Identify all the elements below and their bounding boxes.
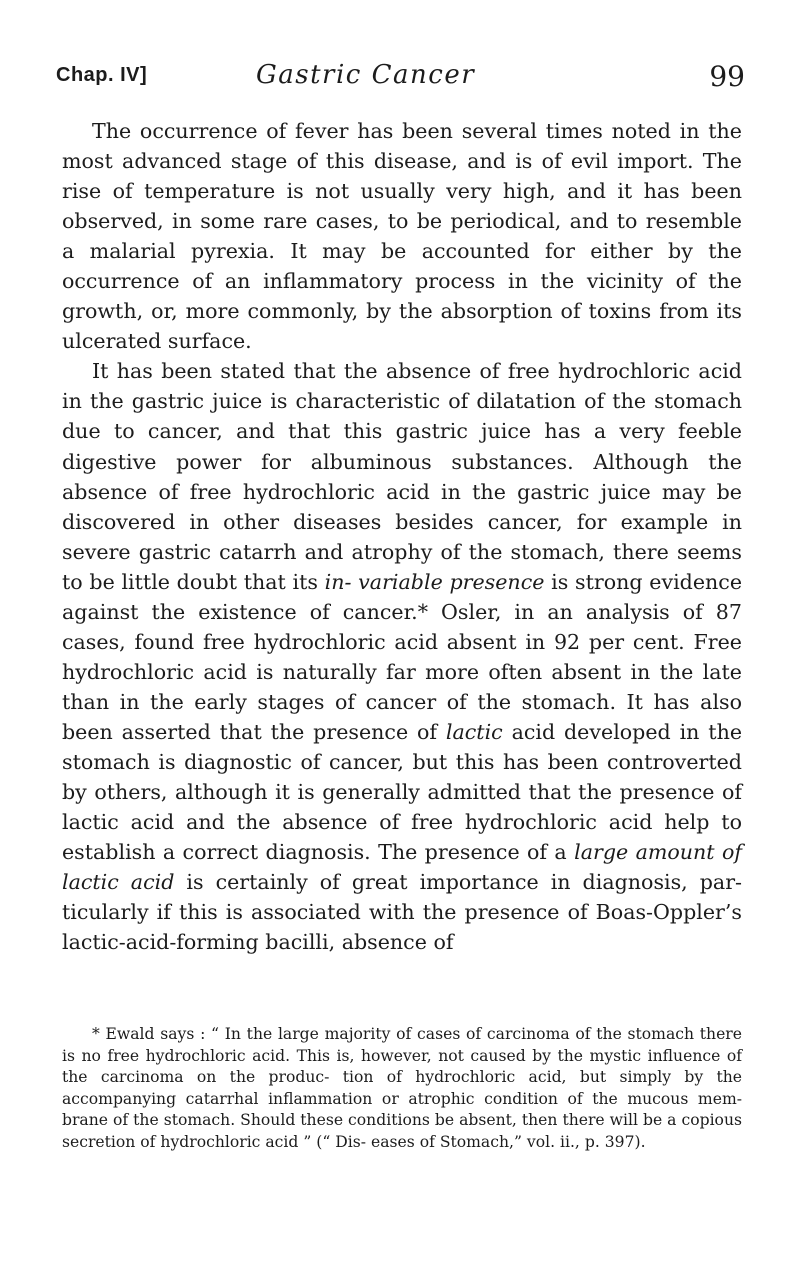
emphasis-large-amount: large amount of lactic acid xyxy=(62,840,742,895)
paragraph-hydrochloric-acid xyxy=(62,356,742,957)
emphasis-invariable-presence: in- variable presence xyxy=(324,569,545,594)
paragraph-fever: The occurrence of fever has been several times noted in the most advanced stage of this disease, and is of evil import. The rise of temperature is not usually very high, and it has been observed, in some rare cases, to be periodical, and to resemble a malarial pyrexia. It may be accounted for either by the occurrence of an inflammatory process in the vicinity of the growth, or, more commonly, by the absorption of toxins from its ulcerated surface. xyxy=(62,119,742,354)
text-run: acid developed in the stomach is diagnostic of cancer, but this has been controverted by others, although it is generally admitted that the presence of lactic acid and the absence of free hydrochloric acid help to establish a correct diagnosis. The presence of a xyxy=(62,719,743,865)
page-number: 99 xyxy=(709,60,745,93)
footnote xyxy=(62,1024,742,1154)
main-text xyxy=(62,116,742,957)
text-run: is strong evidence against the existence of cancer.* Osler, in an analysis of 87 cases, found free hydrochloric acid absent in 92 per cent. Free hydrochloric acid is naturally far more often absent in the late than in the early stages of cancer of the stomach. It has also been asserted that the presence of xyxy=(62,569,743,744)
running-head xyxy=(56,60,745,100)
footnote-text: * Ewald says : “ In the large majority of cases of carcinoma of the stomach there is no free hydrochloric acid. This is, however, not caused by the mystic influence of the carcinoma on the produc- tion of hydrochloric acid, but simply by the accompanying catarrhal inflammation or atrophic condition of the mucous mem- brane of the stomach. Should these conditions be absent, then there will be a copious secretion of hydrochloric acid ” (“ Dis- eases of Stomach,” vol. ii., p. 397). xyxy=(62,1025,742,1151)
running-title: Gastric Cancer xyxy=(256,60,476,90)
text-run: is certainly of great importance in diagnosis, par- ticularly if this is associated with the presence of Boas-Oppler’s lactic-acid-forming bacilli, absence of xyxy=(62,870,742,955)
chapter-label: Chap. IV] xyxy=(56,64,148,86)
text-run: It has been stated that the absence of free hydrochloric acid in the gastric juice is characteristic of dilatation of the stomach due to cancer, and that this gastric juice has a very feeble digestive power for albuminous substances. Although the absence of free hydrochloric acid in the gastric juice may be discovered in other diseases besides cancer, for example in severe gastric catarrh and atrophy of the stomach, there seems to be little doubt that its xyxy=(62,359,742,594)
emphasis-lactic: lactic xyxy=(445,719,503,744)
